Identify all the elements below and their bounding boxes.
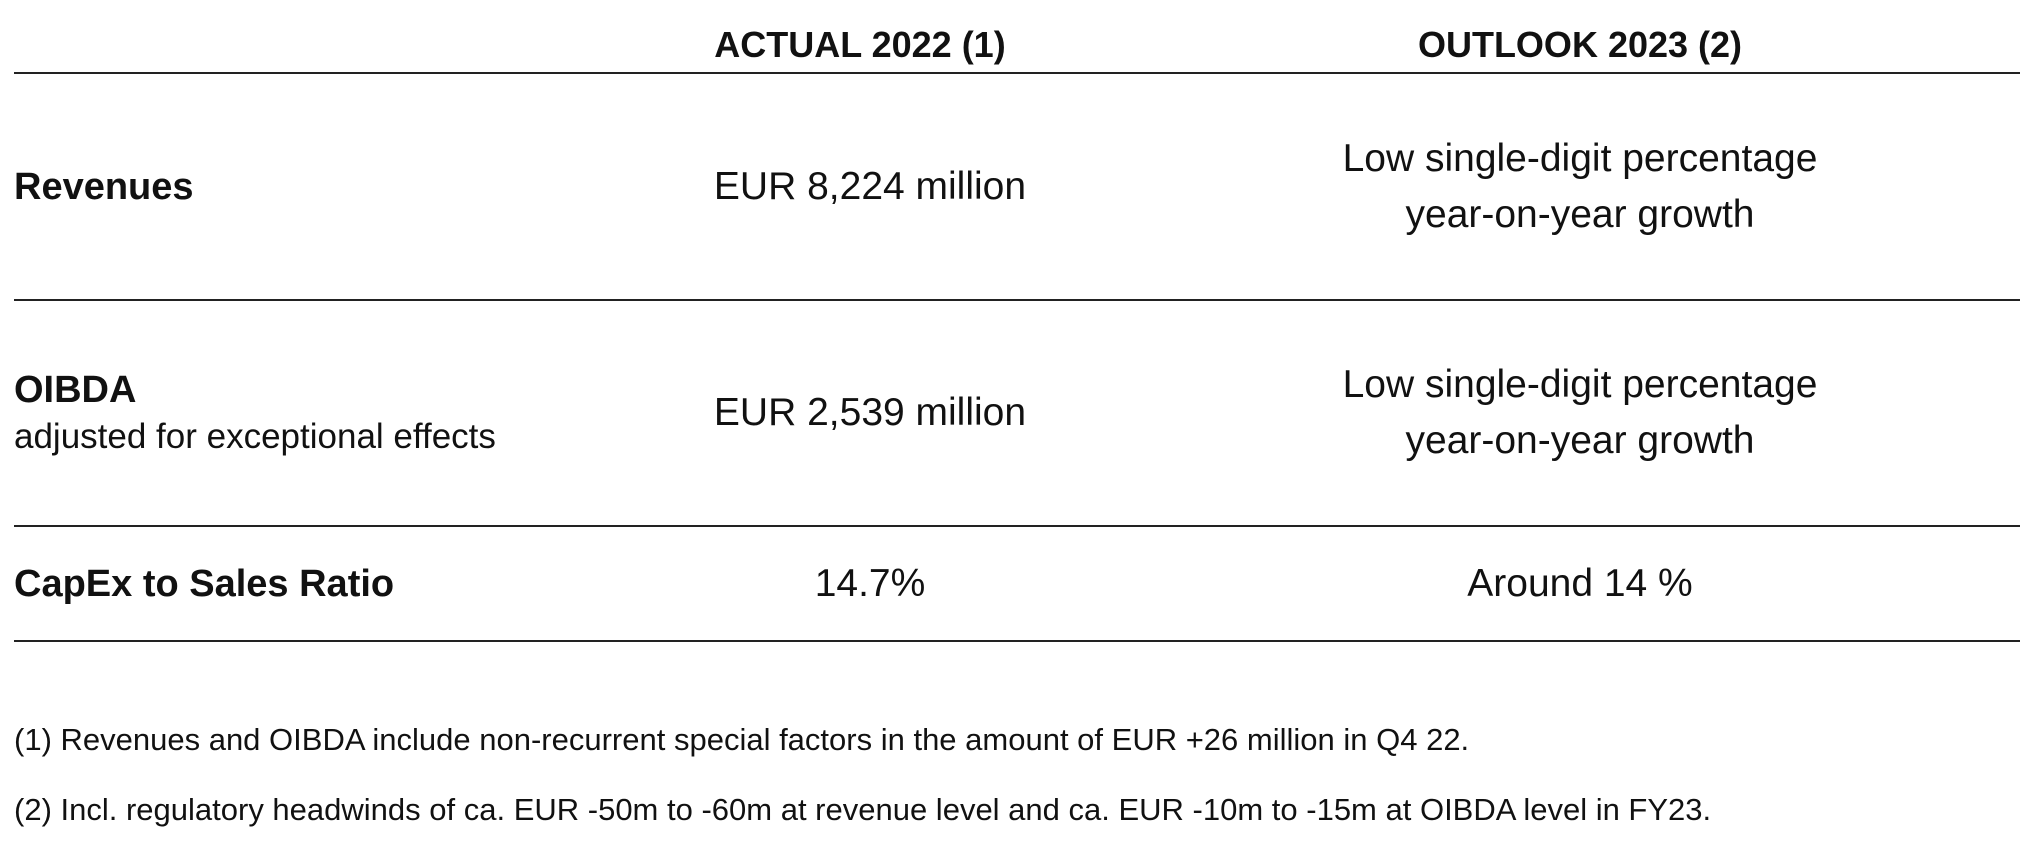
metric-subtitle-oibda: adjusted for exceptional effects — [14, 417, 496, 456]
metric-name-revenues: Revenues — [14, 165, 194, 208]
metric-name-oibda: OIBDA — [14, 369, 137, 411]
column-header-outlook-2023: OUTLOOK 2023 (2) — [1417, 24, 1743, 65]
actual-value-cell — [560, 74, 1180, 299]
actual-value-cell — [560, 527, 1180, 640]
outlook-value-cell — [1270, 74, 1890, 299]
outlook-value-capex: Around 14 % — [1467, 561, 1693, 605]
outlook-value-oibda-line2: year-on-year growth — [1405, 419, 1755, 462]
actual-value-revenues: EUR 8,224 million — [713, 164, 1027, 208]
table-row-capex — [0, 527, 2028, 640]
table-divider — [14, 640, 2020, 642]
outlook-value-revenues-line2: year-on-year growth — [1405, 192, 1755, 236]
actual-value-oibda: EUR 2,539 million — [713, 391, 1027, 434]
outlook-value-cell — [1270, 527, 1890, 640]
outlook-value-revenues-line1: Low single-digit percentage — [1342, 136, 1818, 180]
table-row-revenues — [0, 74, 2028, 299]
footnote-1: (1) Revenues and OIBDA include non-recurrent special factors in the amount of EUR +26 million in Q4 22. — [14, 722, 1470, 757]
metric-name-capex: CapEx to Sales Ratio — [14, 562, 395, 605]
footnote-2: (2) Incl. regulatory headwinds of ca. EUR -50m to -60m at revenue level and ca. EUR -10m to -15m at OIBDA level in FY23. — [14, 792, 1712, 827]
actual-value-cell — [560, 301, 1180, 525]
outlook-value-oibda-line1: Low single-digit percentage — [1342, 363, 1818, 406]
table-row-oibda — [0, 301, 2028, 525]
column-header-actual-2022: ACTUAL 2022 (1) — [714, 24, 1006, 65]
metric-label-cell — [14, 301, 496, 525]
actual-value-capex: 14.7% — [814, 561, 926, 605]
metric-label-cell — [14, 74, 194, 299]
outlook-value-cell — [1270, 301, 1890, 525]
metric-label-cell — [14, 527, 394, 640]
